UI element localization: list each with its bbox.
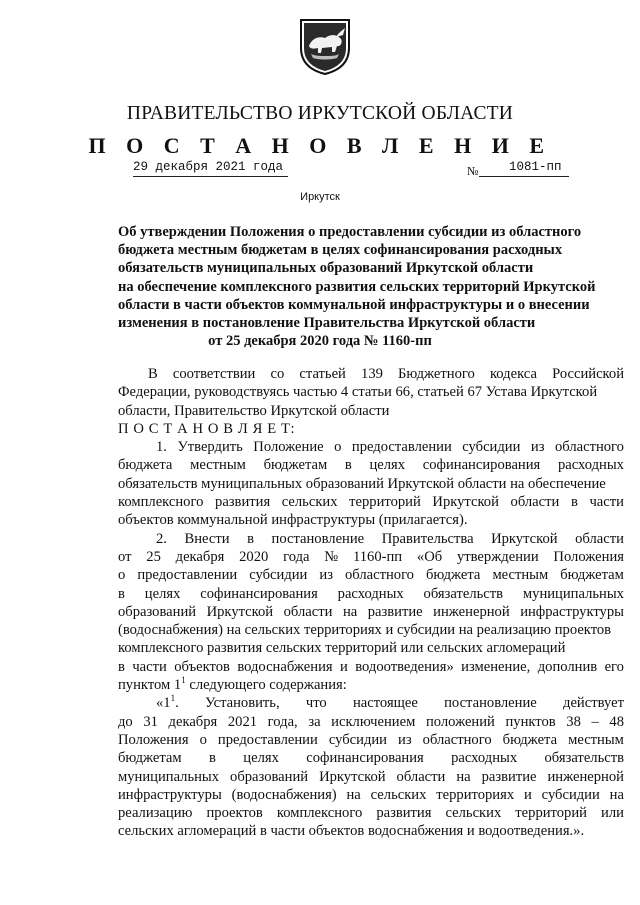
title-line: обязательств муниципальных образований Иркутской области bbox=[118, 260, 534, 277]
body-word: реализацию bbox=[118, 805, 193, 822]
body-word: года, bbox=[267, 713, 298, 730]
body-word: 38 bbox=[566, 713, 581, 730]
title-line: изменения в постановление Правительства Иркутской области bbox=[118, 315, 536, 332]
body-word: области bbox=[396, 768, 446, 785]
body-word: о bbox=[118, 567, 126, 584]
title-line: области в части объектов коммунальной инфраструктуры и о внесении bbox=[118, 296, 590, 313]
body-word: предоставлении bbox=[137, 567, 238, 584]
body-line: комплексного развития сельских территорий или сельских агломераций bbox=[118, 640, 566, 657]
body-word: объектов bbox=[174, 658, 230, 675]
body-line: сельских агломераций в части объектов водоснабжения и водоотведения.». bbox=[118, 823, 585, 840]
body-word: водоотведения» bbox=[355, 658, 454, 675]
body-word: В bbox=[148, 366, 158, 382]
body-word: Иркутской bbox=[432, 494, 499, 511]
body-word: части bbox=[132, 658, 167, 675]
body-word: местным bbox=[190, 457, 246, 474]
title-line: Об утверждении Положения о предоставлении субсидии из областного bbox=[118, 224, 582, 240]
quote-word: постановление bbox=[444, 695, 537, 712]
body-word: декабря bbox=[175, 548, 225, 565]
body-word: Правительства bbox=[381, 530, 474, 547]
quote-word: Установить, bbox=[205, 695, 280, 712]
body-line: обязательств муниципальных образований Иркутской области на обеспечение bbox=[118, 475, 606, 492]
body-word: из bbox=[530, 439, 545, 456]
title-line: на обеспечение комплексного развития сельских территорий Иркутской bbox=[118, 278, 596, 295]
body-word: статьей bbox=[299, 366, 346, 382]
city: Иркутск bbox=[300, 191, 340, 203]
document-number: 1081-пп bbox=[479, 160, 569, 177]
body-text: «1 bbox=[156, 695, 171, 712]
body-word: проектов bbox=[206, 805, 263, 822]
body-word: со bbox=[270, 366, 285, 382]
body-word: развития bbox=[376, 805, 432, 822]
body-line bbox=[118, 530, 624, 548]
body-word: области bbox=[575, 530, 624, 547]
issuing-authority: ПРАВИТЕЛЬСТВО ИРКУТСКОЙ ОБЛАСТИ bbox=[126, 103, 514, 124]
body-word: сельских bbox=[370, 786, 427, 803]
body-word: Российской bbox=[552, 366, 624, 382]
body-word: в bbox=[344, 457, 352, 474]
body-word: Положение bbox=[253, 439, 324, 456]
body-word: о bbox=[334, 439, 342, 456]
body-word: комплексного bbox=[118, 494, 204, 511]
body-word: на bbox=[456, 768, 471, 785]
body-line: (водоснабжения) на сельских территориях и субсидии на реализацию проектов bbox=[118, 622, 612, 639]
body-word: образований bbox=[230, 768, 309, 785]
body-word: на bbox=[342, 603, 358, 620]
body-word: положений bbox=[425, 713, 495, 730]
body-word: софинансирования bbox=[200, 585, 318, 602]
body-word: областного bbox=[422, 731, 492, 748]
body-word: декабря bbox=[168, 713, 218, 730]
document-date: 29 декабря 2021 года bbox=[133, 160, 288, 177]
body-word: бюджета bbox=[426, 567, 481, 584]
body-word: и bbox=[340, 658, 348, 675]
body-word: 1160-пп bbox=[352, 548, 403, 565]
body-word: Положения bbox=[553, 548, 624, 565]
body-word: исключением bbox=[331, 713, 416, 730]
body-word: Иркутской bbox=[206, 603, 274, 620]
body-line bbox=[118, 456, 624, 474]
body-word: софинансирования bbox=[422, 457, 541, 474]
body-word: субсидии bbox=[328, 731, 387, 748]
body-word: области bbox=[510, 494, 560, 511]
body-word: муниципальных bbox=[522, 585, 624, 602]
title-line: бюджета местным бюджетам в целях софинансирования расходных bbox=[118, 242, 563, 259]
body-word: пунктов bbox=[505, 713, 556, 730]
body-word: (водоснабжения) bbox=[231, 786, 337, 803]
body-word: бюджета bbox=[502, 731, 558, 748]
body-word: софинансирования bbox=[306, 750, 424, 767]
body-line bbox=[118, 731, 624, 749]
body-word: 48 bbox=[609, 713, 624, 730]
body-line bbox=[118, 768, 624, 786]
body-word: 139 bbox=[361, 366, 383, 382]
body-line bbox=[118, 786, 624, 804]
body-word: обязательств bbox=[423, 585, 504, 602]
body-word: в bbox=[118, 585, 125, 602]
body-line bbox=[118, 493, 624, 511]
body-word: и bbox=[523, 786, 532, 803]
body-word: на bbox=[609, 786, 624, 803]
body-word: Внести bbox=[184, 530, 230, 547]
body-word: территорий bbox=[349, 494, 421, 511]
body-word: предоставлении bbox=[351, 439, 452, 456]
body-word: области bbox=[283, 603, 333, 620]
body-line bbox=[118, 566, 624, 584]
body-word: в bbox=[209, 750, 216, 767]
body-word: целях bbox=[369, 457, 406, 474]
body-word: обязательств bbox=[544, 750, 624, 767]
body-word: № bbox=[324, 548, 339, 565]
body-word: утверждении bbox=[456, 548, 539, 565]
quote-start bbox=[156, 694, 179, 712]
body-word: в bbox=[247, 530, 254, 547]
body-word: изменение, bbox=[461, 658, 531, 675]
body-word: предоставлении bbox=[217, 731, 318, 748]
document-title bbox=[118, 223, 596, 350]
body-word: его bbox=[604, 658, 624, 675]
body-line bbox=[118, 804, 624, 822]
body-word: водоснабжения bbox=[237, 658, 333, 675]
body-word: инфраструктуры bbox=[118, 786, 222, 803]
body-word: бюджетам bbox=[263, 457, 328, 474]
body-word: в bbox=[118, 658, 125, 675]
body-line bbox=[118, 603, 624, 621]
body-word: субсидии bbox=[541, 786, 600, 803]
quote-word: что bbox=[305, 695, 327, 712]
body-word: развитие bbox=[481, 768, 537, 785]
body-line bbox=[118, 548, 624, 566]
body-text: следующего содержания: bbox=[185, 677, 347, 694]
body-line bbox=[118, 658, 624, 676]
body-word: Положения bbox=[118, 731, 189, 748]
body-word: постановление bbox=[271, 530, 365, 547]
body-word: года bbox=[283, 548, 310, 565]
body-word: за bbox=[308, 713, 321, 730]
body-word: на bbox=[346, 786, 361, 803]
body-word: бюджетам bbox=[560, 567, 624, 584]
body-word: о bbox=[199, 731, 207, 748]
body-word: областного bbox=[554, 439, 624, 456]
body-line: области, Правительство Иркутской области bbox=[118, 402, 390, 419]
body-word: части bbox=[589, 494, 624, 511]
quote-word: действует bbox=[563, 695, 624, 712]
document-type: П О С Т А Н О В Л Е Н И Е bbox=[88, 133, 552, 158]
resolves-heading: П О С Т А Н О В Л Я Е Т: bbox=[118, 420, 296, 437]
body-word: до bbox=[118, 713, 133, 730]
body-text: пунктом 1 bbox=[118, 677, 182, 694]
body-word: образований bbox=[118, 603, 197, 620]
body-word: инженерной bbox=[433, 603, 510, 620]
body-word: бюджета bbox=[118, 457, 173, 474]
body-word: от bbox=[118, 548, 132, 565]
superscript: 1 bbox=[181, 675, 186, 686]
body-word: сельских bbox=[445, 805, 502, 822]
number-sign: № bbox=[467, 164, 479, 178]
body-word: «Об bbox=[416, 548, 443, 565]
body-word: кодекса bbox=[489, 366, 537, 382]
superscript: 1 bbox=[170, 693, 176, 704]
body-word: – bbox=[591, 713, 599, 730]
body-word: целях bbox=[144, 585, 181, 602]
body-word: областного bbox=[344, 567, 414, 584]
body-word: инженерной bbox=[547, 768, 624, 785]
body-line bbox=[118, 694, 624, 712]
coat-of-arms-icon bbox=[297, 16, 353, 76]
body-word: местным bbox=[568, 731, 624, 748]
body-line: Федерации, руководствуясь частью 4 статьи 66, статьей 67 Устава Иркутской bbox=[118, 384, 598, 401]
body-word: комплексного bbox=[276, 805, 363, 822]
body-word: сельских bbox=[281, 494, 338, 511]
body-word: субсидии bbox=[249, 567, 308, 584]
body-word: инфраструктуры bbox=[520, 603, 624, 620]
body-line bbox=[118, 438, 624, 456]
body-word: Утвердить bbox=[177, 439, 243, 456]
body-line bbox=[118, 585, 624, 603]
body-word: дополнив bbox=[537, 658, 598, 675]
body-word: 2021 bbox=[227, 713, 258, 730]
body-word: развития bbox=[215, 494, 271, 511]
quote-word: настоящее bbox=[352, 695, 418, 712]
body-word: соответствии bbox=[172, 366, 256, 382]
body-word: 1. bbox=[156, 439, 167, 456]
body-word: территориях bbox=[436, 786, 515, 803]
document-body bbox=[118, 365, 624, 841]
body-word: субсидии bbox=[462, 439, 521, 456]
body-word: 2020 bbox=[239, 548, 269, 565]
body-word: из bbox=[319, 567, 333, 584]
body-line bbox=[118, 676, 624, 694]
body-word: Иркутской bbox=[319, 768, 386, 785]
body-word: развитие bbox=[367, 603, 423, 620]
body-word: или bbox=[601, 805, 624, 822]
body-word: территорий bbox=[515, 805, 587, 822]
body-word: 25 bbox=[146, 548, 161, 565]
body-word: бюджетам bbox=[118, 750, 182, 767]
body-word: расходных bbox=[557, 457, 624, 474]
body-word: в bbox=[570, 494, 578, 511]
body-line bbox=[118, 365, 624, 383]
body-word: расходных bbox=[451, 750, 518, 767]
body-line bbox=[118, 749, 624, 767]
body-word: 31 bbox=[143, 713, 158, 730]
body-word: Иркутской bbox=[491, 530, 558, 547]
body-word: расходных bbox=[337, 585, 404, 602]
body-line bbox=[118, 713, 624, 731]
body-word: местным bbox=[492, 567, 549, 584]
body-word: из bbox=[398, 731, 412, 748]
body-word: муниципальных bbox=[118, 768, 220, 785]
body-word: 2. bbox=[156, 530, 167, 547]
body-word: целях bbox=[243, 750, 279, 767]
body-word: Бюджетного bbox=[398, 366, 475, 382]
title-line: от 25 декабря 2020 года № 1160-пп bbox=[208, 333, 432, 350]
body-text: . bbox=[175, 695, 179, 712]
body-line: объектов коммунальной инфраструктуры (прилагается). bbox=[118, 512, 468, 529]
